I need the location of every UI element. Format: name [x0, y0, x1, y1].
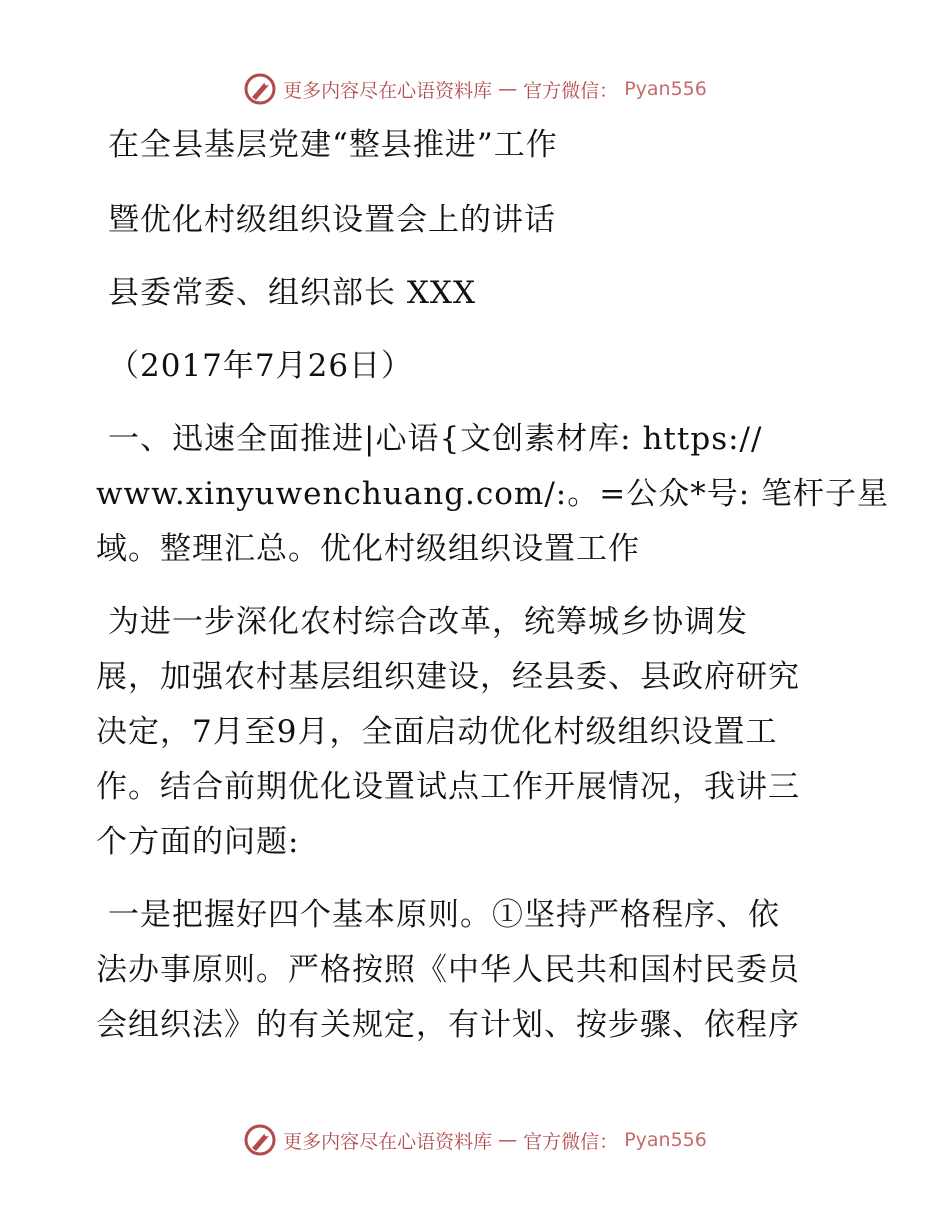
watermark-official: 官方微信：: [523, 79, 619, 102]
paragraph-line: 法办事原则。严格按照《中华人民共和国村民委员: [96, 952, 800, 988]
pen-logo-icon: [243, 72, 277, 106]
speaker-line: 县委常委、组织部长 XXX: [108, 275, 477, 311]
paragraph-line: 为进一步深化农村综合改革，统筹城乡协调发: [108, 604, 748, 640]
watermark-dash: —: [498, 78, 518, 100]
paragraph-line: 一是把握好四个基本原则。①坚持严格程序、依: [108, 897, 780, 933]
watermark-wechat-id: Pyan556: [624, 1129, 707, 1151]
paragraph-line: 个方面的问题:: [96, 824, 300, 860]
section-line: www.xinyuwenchuang.com/:。=公众*号: 笔杆子星: [96, 476, 889, 512]
pen-logo-icon: [243, 1123, 277, 1157]
section-heading: [96, 412, 889, 577]
section-line: 域。整理汇总。优化村级组织设置工作: [96, 531, 640, 567]
paragraph-line: 展，加强农村基层组织建设，经县委、县政府研究: [96, 659, 800, 695]
paragraph-principles: [96, 888, 856, 1053]
document-body: [96, 118, 889, 1053]
title-line-1: 在全县基层党建“整县推进”工作: [108, 127, 558, 163]
paragraph-line: 决定，7月至9月，全面启动优化村级组织设置工: [96, 714, 778, 750]
watermark-header: [0, 72, 950, 106]
paragraph-line: 作。结合前期优化设置试点工作开展情况，我讲三: [96, 769, 800, 805]
watermark-text: 更多内容尽在心语资料库: [283, 1130, 493, 1153]
paragraph-intro: [96, 595, 856, 870]
title-line-2: 暨优化村级组织设置会上的讲话: [108, 202, 556, 238]
watermark-dash: —: [498, 1129, 518, 1151]
watermark-official: 官方微信：: [523, 1130, 619, 1153]
date-line: （2017年7月26日）: [108, 348, 414, 384]
paragraph-line: 会组织法》的有关规定，有计划、按步骤、依程序: [96, 1007, 800, 1043]
section-line: 一、迅速全面推进|心语{文创素材库: https://: [108, 421, 763, 457]
watermark-footer: [0, 1123, 950, 1157]
watermark-text: 更多内容尽在心语资料库: [283, 79, 493, 102]
watermark-wechat-id: Pyan556: [624, 78, 707, 100]
